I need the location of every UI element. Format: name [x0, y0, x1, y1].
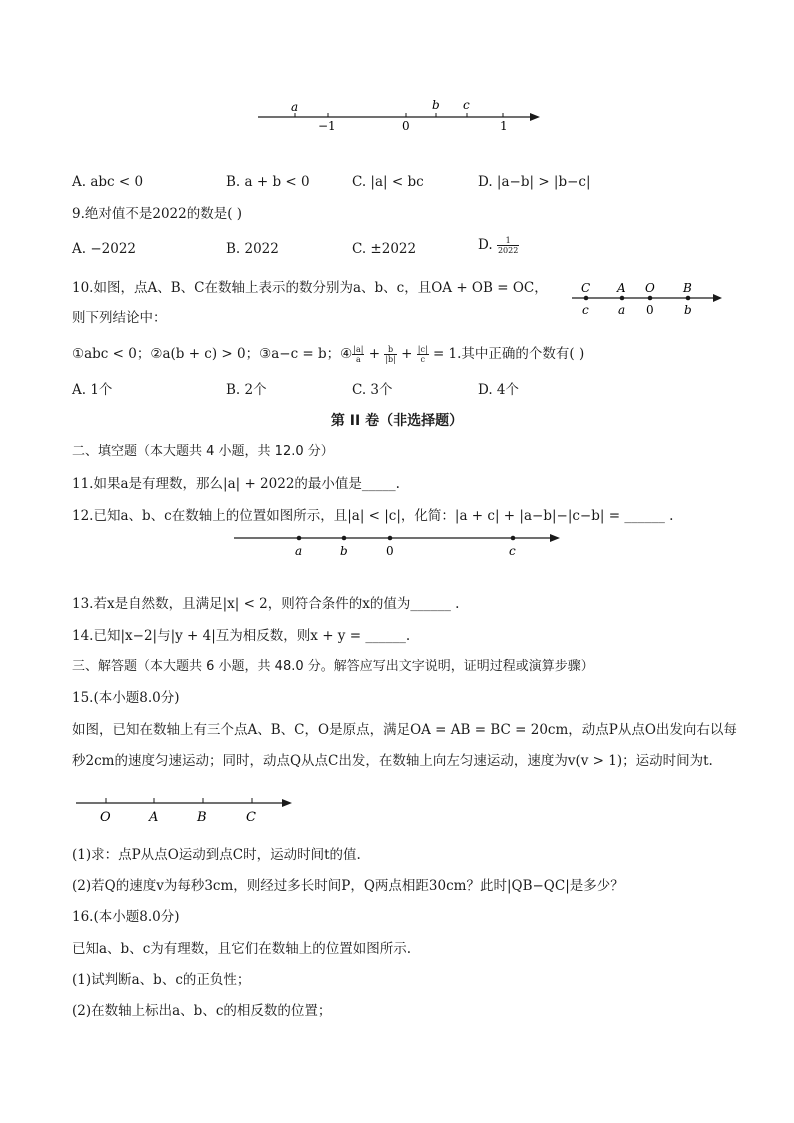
q10-line3: ①abc < 0；②a(b + c) > 0；③a−c = b；④ $\frac{|a|}{a}$ + $\frac{b}{|b|}$ + $\frac{|c|}{c}$ = 1.其中正确的个数有( ) [72, 345, 585, 364]
q13: 13.若x是自然数，且满足|x| < 2，则符合条件的x的值为______ . [72, 596, 460, 612]
q12-axis-0: 0 [386, 544, 394, 558]
q12-axis-c: c [509, 544, 516, 558]
q8-axis-label-a: a [291, 100, 299, 114]
part2-title: 第 II 卷（非选择题） [330, 413, 464, 429]
q15-sub-1: (1)求：点P从点O运动到点C时，运动时间t的值. [72, 847, 361, 863]
q11: 11.如果a是有理数，那么|a| + 2022的最小值是_____. [72, 476, 400, 492]
q12-number-line [230, 528, 570, 562]
q10-frac-3-den: c [420, 355, 425, 364]
section3-heading: 三、解答题（本大题共 6 小题，共 48.0 分。解答应写出文字说明，证明过程或演算步骤） [72, 659, 594, 674]
q16-paragraph-1: 已知a、b、c为有理数，且它们在数轴上的位置如图所示. [72, 941, 412, 957]
q10-option-a: A. 1个 [72, 382, 113, 398]
q8-axis-label-neg1: −1 [318, 119, 336, 133]
q16-sub-1: (1)试判断a、b、c的正负性； [72, 972, 251, 988]
q9-option-a: A. −2022 [72, 241, 136, 257]
q12-axis-b: b [340, 544, 348, 558]
q10-line3-start: ①abc < 0；②a(b + c) > 0；③a−c = b；④ [72, 346, 353, 362]
q10-line1: 10.如图，点A、B、C在数轴上表示的数分别为a、b、c，且OA + OB = OC， [72, 280, 548, 296]
q10-axis-top-A: A [617, 281, 626, 295]
q8-axis-label-c: c [463, 98, 470, 112]
q9-option-b: B. 2022 [226, 241, 279, 257]
q10-axis-bottom-a: a [618, 303, 626, 317]
q15-axis-A: A [149, 810, 159, 825]
q8-option-a: A. abc < 0 [72, 174, 144, 190]
q15-number-line [72, 792, 302, 828]
q15-paragraph-2: 秒2cm的速度匀速运动；同时，动点Q从点C出发，在数轴上向左匀速运动，速度为v(v > 1)；运动时间为t. [72, 753, 713, 769]
q8-option-c: C. |a| < bc [352, 174, 424, 190]
q9-option-d-label: D. [478, 237, 493, 253]
q15-axis-B: B [197, 810, 207, 825]
q9-option-c: C. ±2022 [352, 241, 417, 257]
q8-axis-label-b: b [432, 98, 440, 112]
q9-stem: 9.绝对值不是2022的数是( ) [72, 206, 243, 222]
q16-sub-2: (2)在数轴上标出a、b、c的相反数的位置； [72, 1003, 332, 1019]
q10-frac-1-num: |a| [353, 345, 364, 354]
q10-line2: 则下列结论中： [72, 310, 167, 326]
q9-option-d [478, 236, 519, 255]
q10-option-b: B. 2个 [226, 382, 267, 398]
q12: 12.已知a、b、c在数轴上的位置如图所示，且|a| < |c|，化简：|a + c| + |a−b|−|c−b| = ______ . [72, 508, 674, 524]
q10-axis-top-B: B [683, 281, 692, 295]
q15-paragraph-1: 如图，已知在数轴上有三个点A、B、C，O是原点，满足OA = AB = BC = 20cm，动点P从点O出发向右以每 [72, 722, 737, 738]
q8-axis-label-0: 0 [402, 119, 410, 133]
q15-axis-C: C [246, 810, 256, 825]
q10-frac-1 [352, 345, 364, 364]
q10-frac-3-num: |c| [417, 345, 428, 354]
q10-axis-top-O: O [645, 281, 655, 295]
q10-frac-3 [417, 345, 429, 364]
q10-line3-end: = 1.其中正确的个数有( ) [432, 346, 585, 362]
q10-axis-top-C: C [581, 281, 591, 295]
q12-axis-a: a [295, 544, 303, 558]
q10-axis-bottom-c: c [582, 303, 589, 317]
q15-heading: 15.(本小题8.0分) [72, 690, 180, 706]
q10-axis-bottom-b: b [684, 303, 692, 317]
q10-frac-1-den: a [355, 355, 361, 364]
q10-option-c: C. 3个 [352, 382, 393, 398]
q10-frac-2 [384, 345, 397, 364]
section2-heading: 二、填空题（本大题共 4 小题，共 12.0 分） [72, 444, 334, 459]
q10-axis-bottom-0: 0 [646, 303, 654, 317]
q10-option-d: D. 4个 [478, 382, 520, 398]
q9-frac-num: 1 [497, 236, 519, 246]
q9-frac-den: 2022 [497, 246, 519, 255]
q8-option-d: D. |a−b| > |b−c| [478, 174, 591, 190]
q10-frac-2-num: b [384, 345, 397, 355]
q14: 14.已知|x−2|与|y + 4|互为相反数，则x + y = ______. [72, 628, 411, 644]
q10-frac-2-den: |b| [385, 355, 396, 364]
q15-axis-O: O [100, 810, 111, 825]
q16-heading: 16.(本小题8.0分) [72, 909, 180, 925]
q8-axis-label-1: 1 [500, 119, 508, 133]
q15-sub-2: (2)若Q的速度v为每秒3cm，则经过多长时间P，Q两点相距30cm？此时|QB−QC|是多少？ [72, 878, 624, 894]
q10-number-line [570, 278, 730, 320]
q8-option-b: B. a + b < 0 [226, 174, 310, 190]
q8-number-line [250, 96, 550, 140]
q9-option-d-fraction [497, 236, 519, 255]
